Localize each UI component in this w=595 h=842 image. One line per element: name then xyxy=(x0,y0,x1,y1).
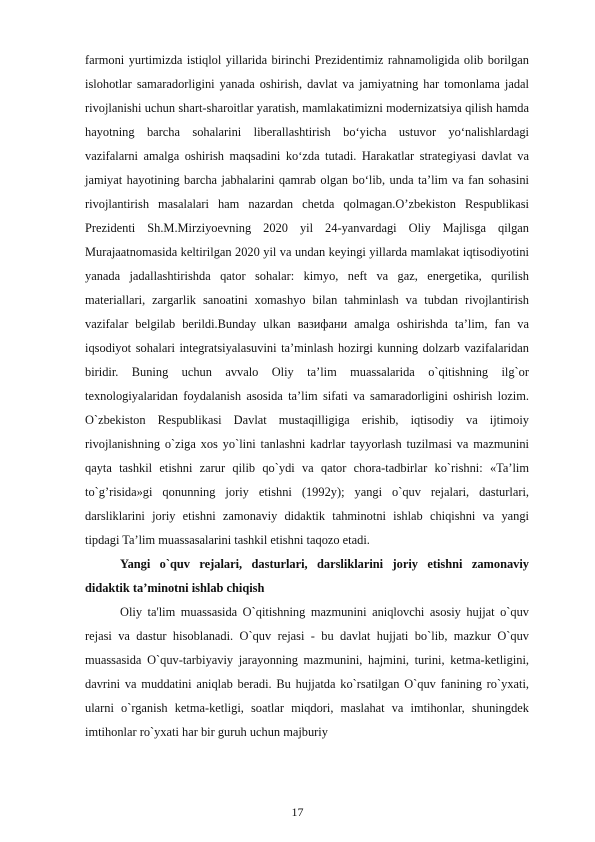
document-page xyxy=(85,48,529,744)
section-heading: Yangi o`quv rejalari, dasturlari, darsliklarini joriy etishni zamonaviy didaktik ta’minotni ishlab chiqish xyxy=(85,557,529,595)
page-number: 17 xyxy=(291,805,304,819)
body-paragraph-2: Oliy ta'lim muassasida O`qitishning mazmunini aniqlovchi asosiy hujjat o`quv rejasi va dastur hisoblanadi. O`quv rejasi - bu davlat hujjati bo`lib, mazkur O`quv muassasida O`quv-tarbiyaviy jarayonning mazmunini, hajmini, turini, ketma-ketligini, davrini va muddatini aniqlab beradi. Bu hujjatda ko`rsatilgan O`quv fanining ro`yxati, ularni o`rganish ketma-ketligi, soatlar miqdori, maslahat va imtihonlar, shuningdek imtihonlar ro`yxati har bir guruh uchun majburiy xyxy=(85,605,529,739)
body-paragraph-1: farmoni yurtimizda istiqlol yillarida birinchi Prezidentimiz rahnamoligida olib borilgan islohotlar samaradorligini yanada oshirish, davlat va jamiyatning har tomonlama jadal rivojlanishi uchun shart-sharoitlar yaratish, mamlakatimizni modernizatsiya qilish hamda hayotning barcha sohalarini liberallashtirish bo‘yicha ustuvor yo‘nalishlardagi vazifalarni amalga oshirish maqsadini ko‘zda tutadi. Harakatlar strategiyasi davlat va jamiyat hayotining barcha jabhalarini qamrab olgan bo‘lib, unda ta’lim va fan sohasini rivojlantirish masalalari ham nazardan chetda qolmagan.O’zbekiston Respublikasi Prezidenti Sh.M.Mirziyoevning 2020 yil 24-yanvardagi Oliy Majlisga qilgan Murajaatnomasida keltirilgan 2020 yil va undan keyingi yillarda mamlakat iqtisodiyotini yanada jadallashtirishda qator sohalar: kimyo, neft va gaz, energetika, qurilish materiallari, zargarlik sanoatini xomashyo bilan tahminlash va tubdan rivojlantirish vazifalar belgilab berildi.Bunday ulkan вазифани amalga oshirishda ta’lim, fan va iqsodiyot sohalari integratsiyalasuvini ta’minlash hozirgi kunning dolzarb vazifalaridan biridir. Buning uchun avvalo Oliy ta’lim muassalarida o`qitishning ilg`or texnologiyalaridan foydalanish asosida ta’lim sifati va samaradorligini oshirish lozim. O`zbekiston Respublikasi Davlat mustaqilligiga erishib, iqtisodiy va ijtimoiy rivojlanishning o`ziga xos yo`lini tanlashni kadrlar tayyorlash tuzilmasi va mazmunini qayta tashkil etishni zarur qilib qo`ydi va qator chora-tadbirlar ko`rishni: «Ta’lim to`g’risida»gi qonunning joriy etishni (1992y); yangi o`quv rejalari, dasturlari, darsliklarini joriy etishni zamonaviy didaktik tahminotni ishlab chiqishni va yangi tipdagi Ta’lim muassasalarini tashkil etishni taqozo etadi. xyxy=(85,53,529,547)
